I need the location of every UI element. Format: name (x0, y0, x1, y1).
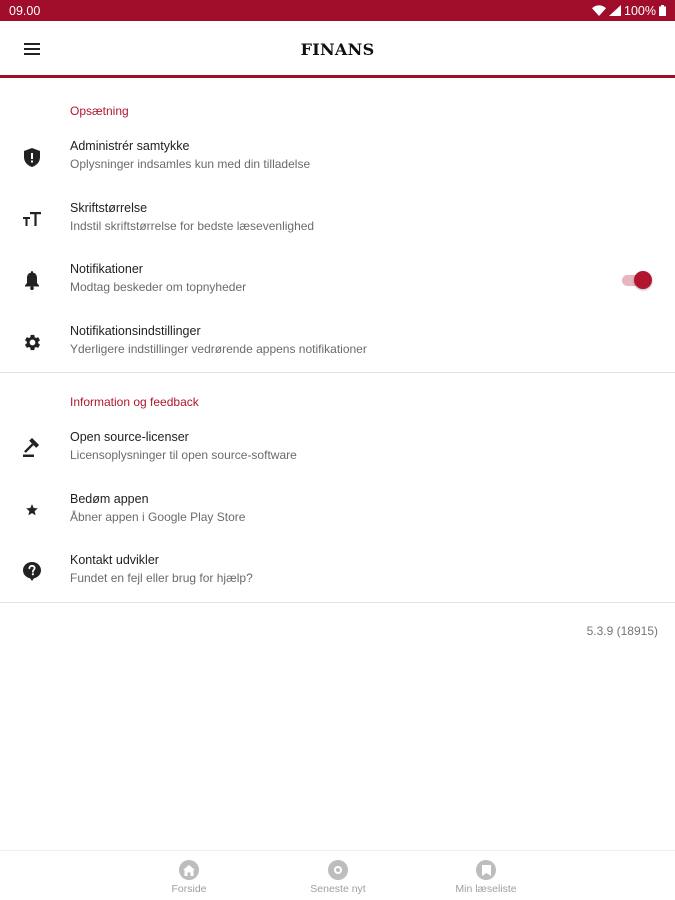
bell-icon (20, 268, 44, 292)
setting-rate-app[interactable] (0, 483, 675, 537)
setting-title: Notifikationer (70, 262, 143, 276)
setting-subtitle: Indstil skriftstørrelse for bedste læsevenlighed (70, 219, 315, 233)
setting-manage-consent[interactable] (0, 130, 675, 184)
toggle-thumb (634, 271, 652, 289)
latest-news-icon (328, 860, 348, 880)
setting-font-size[interactable] (0, 192, 675, 246)
battery-icon (659, 5, 666, 16)
nav-label: Seneste nyt (310, 883, 366, 895)
nav-label: Min læseliste (455, 883, 517, 895)
setting-title: Skriftstørrelse (70, 201, 148, 215)
cell-signal-icon (609, 5, 621, 16)
setting-subtitle: Åbner appen i Google Play Store (70, 510, 246, 524)
gear-icon (20, 330, 44, 354)
status-icons (592, 4, 666, 18)
help-icon (20, 559, 44, 583)
star-icon (20, 498, 44, 522)
setting-open-source-licenses[interactable] (0, 421, 675, 475)
setting-subtitle: Licensoplysninger til open source-software (70, 448, 297, 462)
status-time: 09.00 (9, 3, 41, 18)
home-icon (179, 860, 199, 880)
nav-label: Forside (171, 883, 207, 895)
battery-percent: 100% (624, 3, 656, 18)
setting-title: Open source-licenser (70, 430, 189, 444)
text-size-icon (20, 207, 44, 231)
section-divider (0, 602, 675, 603)
setting-title: Administrér samtykke (70, 139, 190, 153)
gavel-icon (20, 436, 44, 460)
section-header-info: Information og feedback (70, 395, 199, 409)
setting-subtitle: Yderligere indstillinger vedrørende appens notifikationer (70, 342, 367, 356)
bookmark-icon (476, 860, 496, 880)
setting-subtitle: Fundet en fejl eller brug for hjælp? (70, 571, 253, 585)
bottom-navigation (0, 850, 675, 900)
app-bar (0, 21, 675, 78)
app-title: FINANS (300, 40, 375, 59)
notifications-toggle[interactable] (622, 273, 652, 287)
app-version: 5.3.9 (18915) (586, 624, 658, 638)
section-header-setup: Opsætning (70, 104, 129, 118)
setting-subtitle: Oplysninger indsamles kun med din tilladelse (70, 157, 311, 171)
section-divider (0, 372, 675, 373)
setting-title: Notifikationsindstillinger (70, 324, 201, 338)
wifi-icon (592, 5, 606, 16)
setting-notifications[interactable] (0, 253, 675, 307)
setting-subtitle: Modtag beskeder om topnyheder (70, 280, 247, 294)
nav-item-latest-news[interactable] (278, 851, 398, 900)
setting-contact-developer[interactable] (0, 544, 675, 598)
nav-item-home[interactable] (129, 851, 249, 900)
setting-notification-settings[interactable] (0, 315, 675, 369)
setting-title: Kontakt udvikler (70, 553, 159, 567)
nav-item-reading-list[interactable] (426, 851, 546, 900)
shield-icon (20, 145, 44, 169)
setting-title: Bedøm appen (70, 492, 149, 506)
status-bar (0, 0, 675, 21)
